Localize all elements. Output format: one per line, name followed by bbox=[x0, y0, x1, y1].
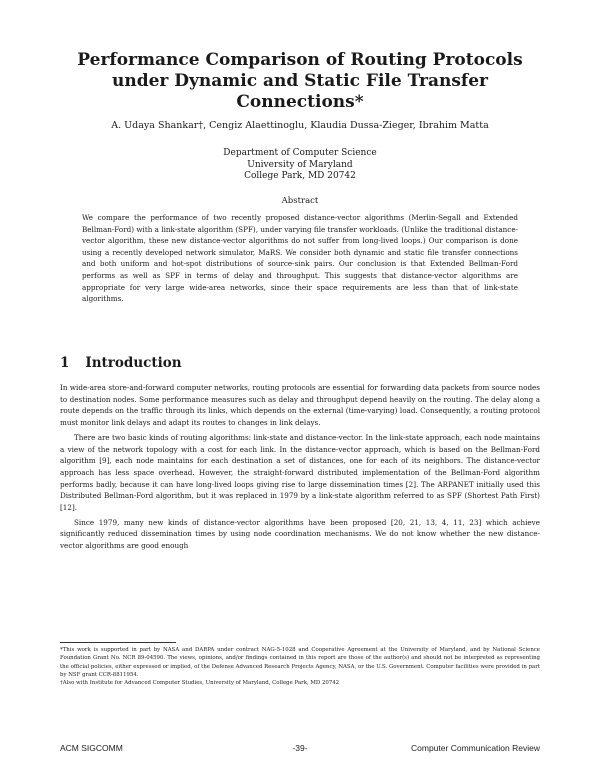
title-line-1: Performance Comparison of Routing Protocols bbox=[77, 50, 523, 70]
footer-page-number: -39- bbox=[292, 743, 308, 753]
abstract-heading: Abstract bbox=[281, 196, 319, 206]
section-heading bbox=[60, 355, 182, 371]
author-list: A. Udaya Shankar†, Cengiz Alaettinoglu, Klaudia Dussa-Zieger, Ibrahim Matta bbox=[111, 120, 489, 131]
body-paragraph-1: In wide-area store-and-forward computer networks, routing protocols are essential for forwarding data packets from source nodes to destination nodes. Some performance measures such as delay and throughput depend heavily on the routing. The delay along a route depends on the traffic through its links, which depends on the external (time-varying) load. Consequently, a routing protocol must monitor link delays and adapt its routes to changes in link delays. bbox=[60, 383, 540, 428]
footer-venue: ACM SIGCOMM bbox=[60, 743, 123, 753]
footer-journal: Computer Communication Review bbox=[411, 743, 540, 753]
abstract-text: We compare the performance of two recently proposed distance-vector algorithms (Merlin-Segall and Extended Bellman-Ford) with a link-state algorithm (SPF), under varying file transfer workloads. (Unlike the traditional distance-vector algorithm, these new distance-vector algorithms do not suffer from long-lived loops.) Our comparison is done using a recently developed network simulator, MaRS. We consider both dynamic and static file transfer connections and both uniform and hot-spot distributions of source-sink pairs. Our conclusion is that Extended Bellman-Ford performs as well as SPF in terms of delay and throughput. This suggests that distance-vector algorithms are appropriate for very large wide-area networks, since their space requirements are less than that of link-state algorithms. bbox=[82, 213, 518, 304]
section-number: 1 bbox=[60, 355, 70, 371]
section-title: Introduction bbox=[85, 355, 182, 371]
title-line-3: Connections* bbox=[236, 92, 364, 112]
footnote-funding: *This work is supported in part by NASA and DARPA under contract NAG-5-1028 and Cooperative Agreement at the University of Maryland, and by National Science Foundation Grant No. NCR 89-04590. The views, opinions, and/or findings contained in this report are those of the author(s) and should not be interpreted as representing the official policies, either expressed or implied, of the Defense Advanced Research Projects Agency, NASA, or the U.S. Government. Computer facilities were provided in part by NSF grant CCR-8811954. bbox=[60, 647, 540, 678]
title-line-2: under Dynamic and Static File Transfer bbox=[111, 71, 489, 91]
footnote-rule bbox=[60, 642, 176, 643]
body-paragraph-3: Since 1979, many new kinds of distance-vector algorithms have been proposed [20, 21, 13, 4, 11, 23] which achieve significantly reduced dissemination times by using node coordination mechanisms. We do not know whether the new distance-vector algorithms are good enough bbox=[60, 517, 540, 551]
body-paragraph-2: There are two basic kinds of routing algorithms: link-state and distance-vector. In the link-state approach, each node maintains a view of the network topology with a cost for each link. In the distance-vector approach, which is based on the Bellman-Ford algorithm [9], each node maintains for each destination a set of distances, one for each of its neighbors. The distance-vector approach has less space overhead. However, the straight-forward distributed implementation of the Bellman-Ford algorithm performs badly, because it can have long-lived loops giving rise to large dissemination times [2]. The ARPANET initially used this Distributed Bellman-Ford algorithm, but it was replaced in 1979 by a link-state algorithm referred to as SPF (Shortest Path First) [12]. bbox=[60, 432, 540, 513]
affiliation-block bbox=[60, 148, 540, 183]
affiliation-university: University of Maryland bbox=[247, 159, 353, 170]
affiliation-city: College Park, MD 20742 bbox=[244, 171, 356, 181]
affiliation-department: Department of Computer Science bbox=[223, 148, 377, 158]
body-text bbox=[60, 382, 540, 552]
footnote-affiliation: †Also with Institute for Advanced Computer Studies, University of Maryland, College Park, MD 20742 bbox=[60, 680, 340, 687]
footnotes bbox=[60, 646, 540, 687]
paper-title bbox=[60, 50, 540, 113]
